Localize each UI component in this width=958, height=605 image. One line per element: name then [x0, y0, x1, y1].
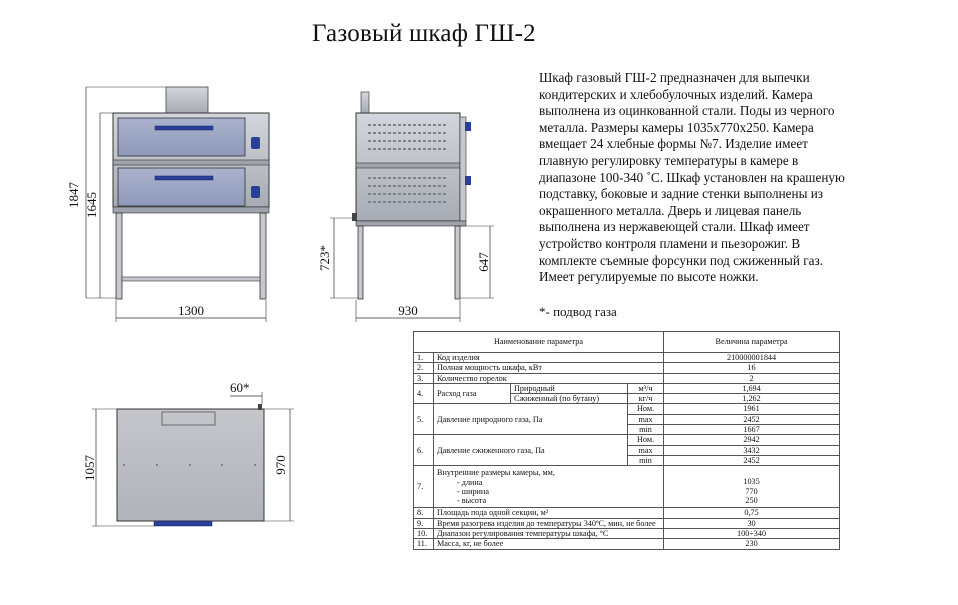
table-row: 1. Код изделия 210000001844	[414, 353, 840, 363]
side-leg-rear	[455, 226, 460, 299]
description-text: Шкаф газовый ГШ-2 предназначен для выпечки кондитерских и хлебобулочных изделий. Камера выполнена из оцинкованной стали. Поды из черного металла. Размеры камеры 1035х770х250. Камера вмещает 24 хлебные формы №7. Изделие имеет плавную регулировку температуры в камере в диапазоне 100-340 ˚С. Шкаф установлен на крашеную подставку, боковые и задние стенки выполнены из окрашенного металла. Дверь и лицевая панель выполнена из нержавеющей стали. Шкаф имеет устройство контроля пламени и пьезорожиг. В комплекте съемные форсунки под сжиженный газ. Имеет регулируемые по высоте ножки.	[539, 70, 845, 285]
front-view	[66, 87, 269, 322]
upper-door-handle	[155, 126, 213, 130]
table-row: 7. Внутренние размеры камеры, мм, - длина - ширина - высота 1035 770 250	[414, 466, 840, 508]
page-title: Газовый шкаф ГШ-2	[312, 20, 536, 47]
table-row: max 2452	[414, 414, 840, 424]
spec-table	[413, 331, 840, 550]
dim-top-depth: 1057	[82, 455, 97, 481]
side-view	[317, 92, 494, 322]
table-row: Сжиженный (по бутану) кг/ч 1,262	[414, 394, 840, 404]
lower-door-handle	[155, 176, 213, 180]
table-header-row	[414, 332, 840, 353]
table-row: 6. Давление сжиженного газа, Па Ном. 2942	[414, 435, 840, 445]
side-upper-knob	[465, 122, 471, 131]
side-lower-knob	[465, 176, 471, 185]
table-row: min 2452	[414, 455, 840, 465]
side-flue	[361, 92, 369, 113]
dim-top-inner: 970	[273, 455, 288, 475]
flue-pipe	[166, 87, 208, 113]
dim-overall-height: 1847	[66, 182, 81, 208]
table-row: 2. Полная мощность шкафа, кВт 16	[414, 363, 840, 373]
dim-body-height: 1645	[84, 192, 99, 218]
table-row: 8. Площадь пода одной секции, м² 0,75	[414, 508, 840, 518]
dim-depth: 930	[398, 303, 418, 318]
table-row: 10. Диапазон регулирования температуры шкафа, °С 100÷340	[414, 529, 840, 539]
top-door-handle	[154, 521, 212, 526]
side-leg-front	[358, 226, 363, 299]
lower-control-knob	[251, 186, 260, 198]
stand-crossbar	[122, 277, 260, 281]
table-row: 5. Давление природного газа, Па Ном. 1961	[414, 404, 840, 414]
dim-width: 1300	[178, 303, 204, 318]
stand-leg-left	[116, 213, 122, 299]
table-row: max 3432	[414, 445, 840, 455]
upper-door	[118, 118, 245, 156]
table-row: 9. Время разогрева изделия до температуры 340ºС, мин, не более 30	[414, 518, 840, 528]
dim-stand-height: 647	[476, 252, 491, 272]
table-row: min 1667	[414, 425, 840, 435]
gas-inlet-note: *- подвод газа	[539, 304, 617, 319]
table-row: 11. Масса, кг, не более 230	[414, 539, 840, 549]
dim-gas-height: 723*	[317, 245, 332, 271]
gas-inlet	[258, 404, 262, 410]
stand-leg-right	[260, 213, 266, 299]
dim-gas-offset: 60*	[230, 380, 250, 395]
table-row: 4. Расход газа Природный м³/ч 1,694	[414, 383, 840, 393]
upper-control-knob	[251, 137, 260, 149]
lower-door	[118, 168, 245, 206]
top-view	[82, 380, 294, 526]
table-row: 3. Количество горелок 2	[414, 373, 840, 383]
header-value: Величина параметра	[664, 332, 840, 353]
header-param: Наименование параметра	[414, 332, 664, 353]
